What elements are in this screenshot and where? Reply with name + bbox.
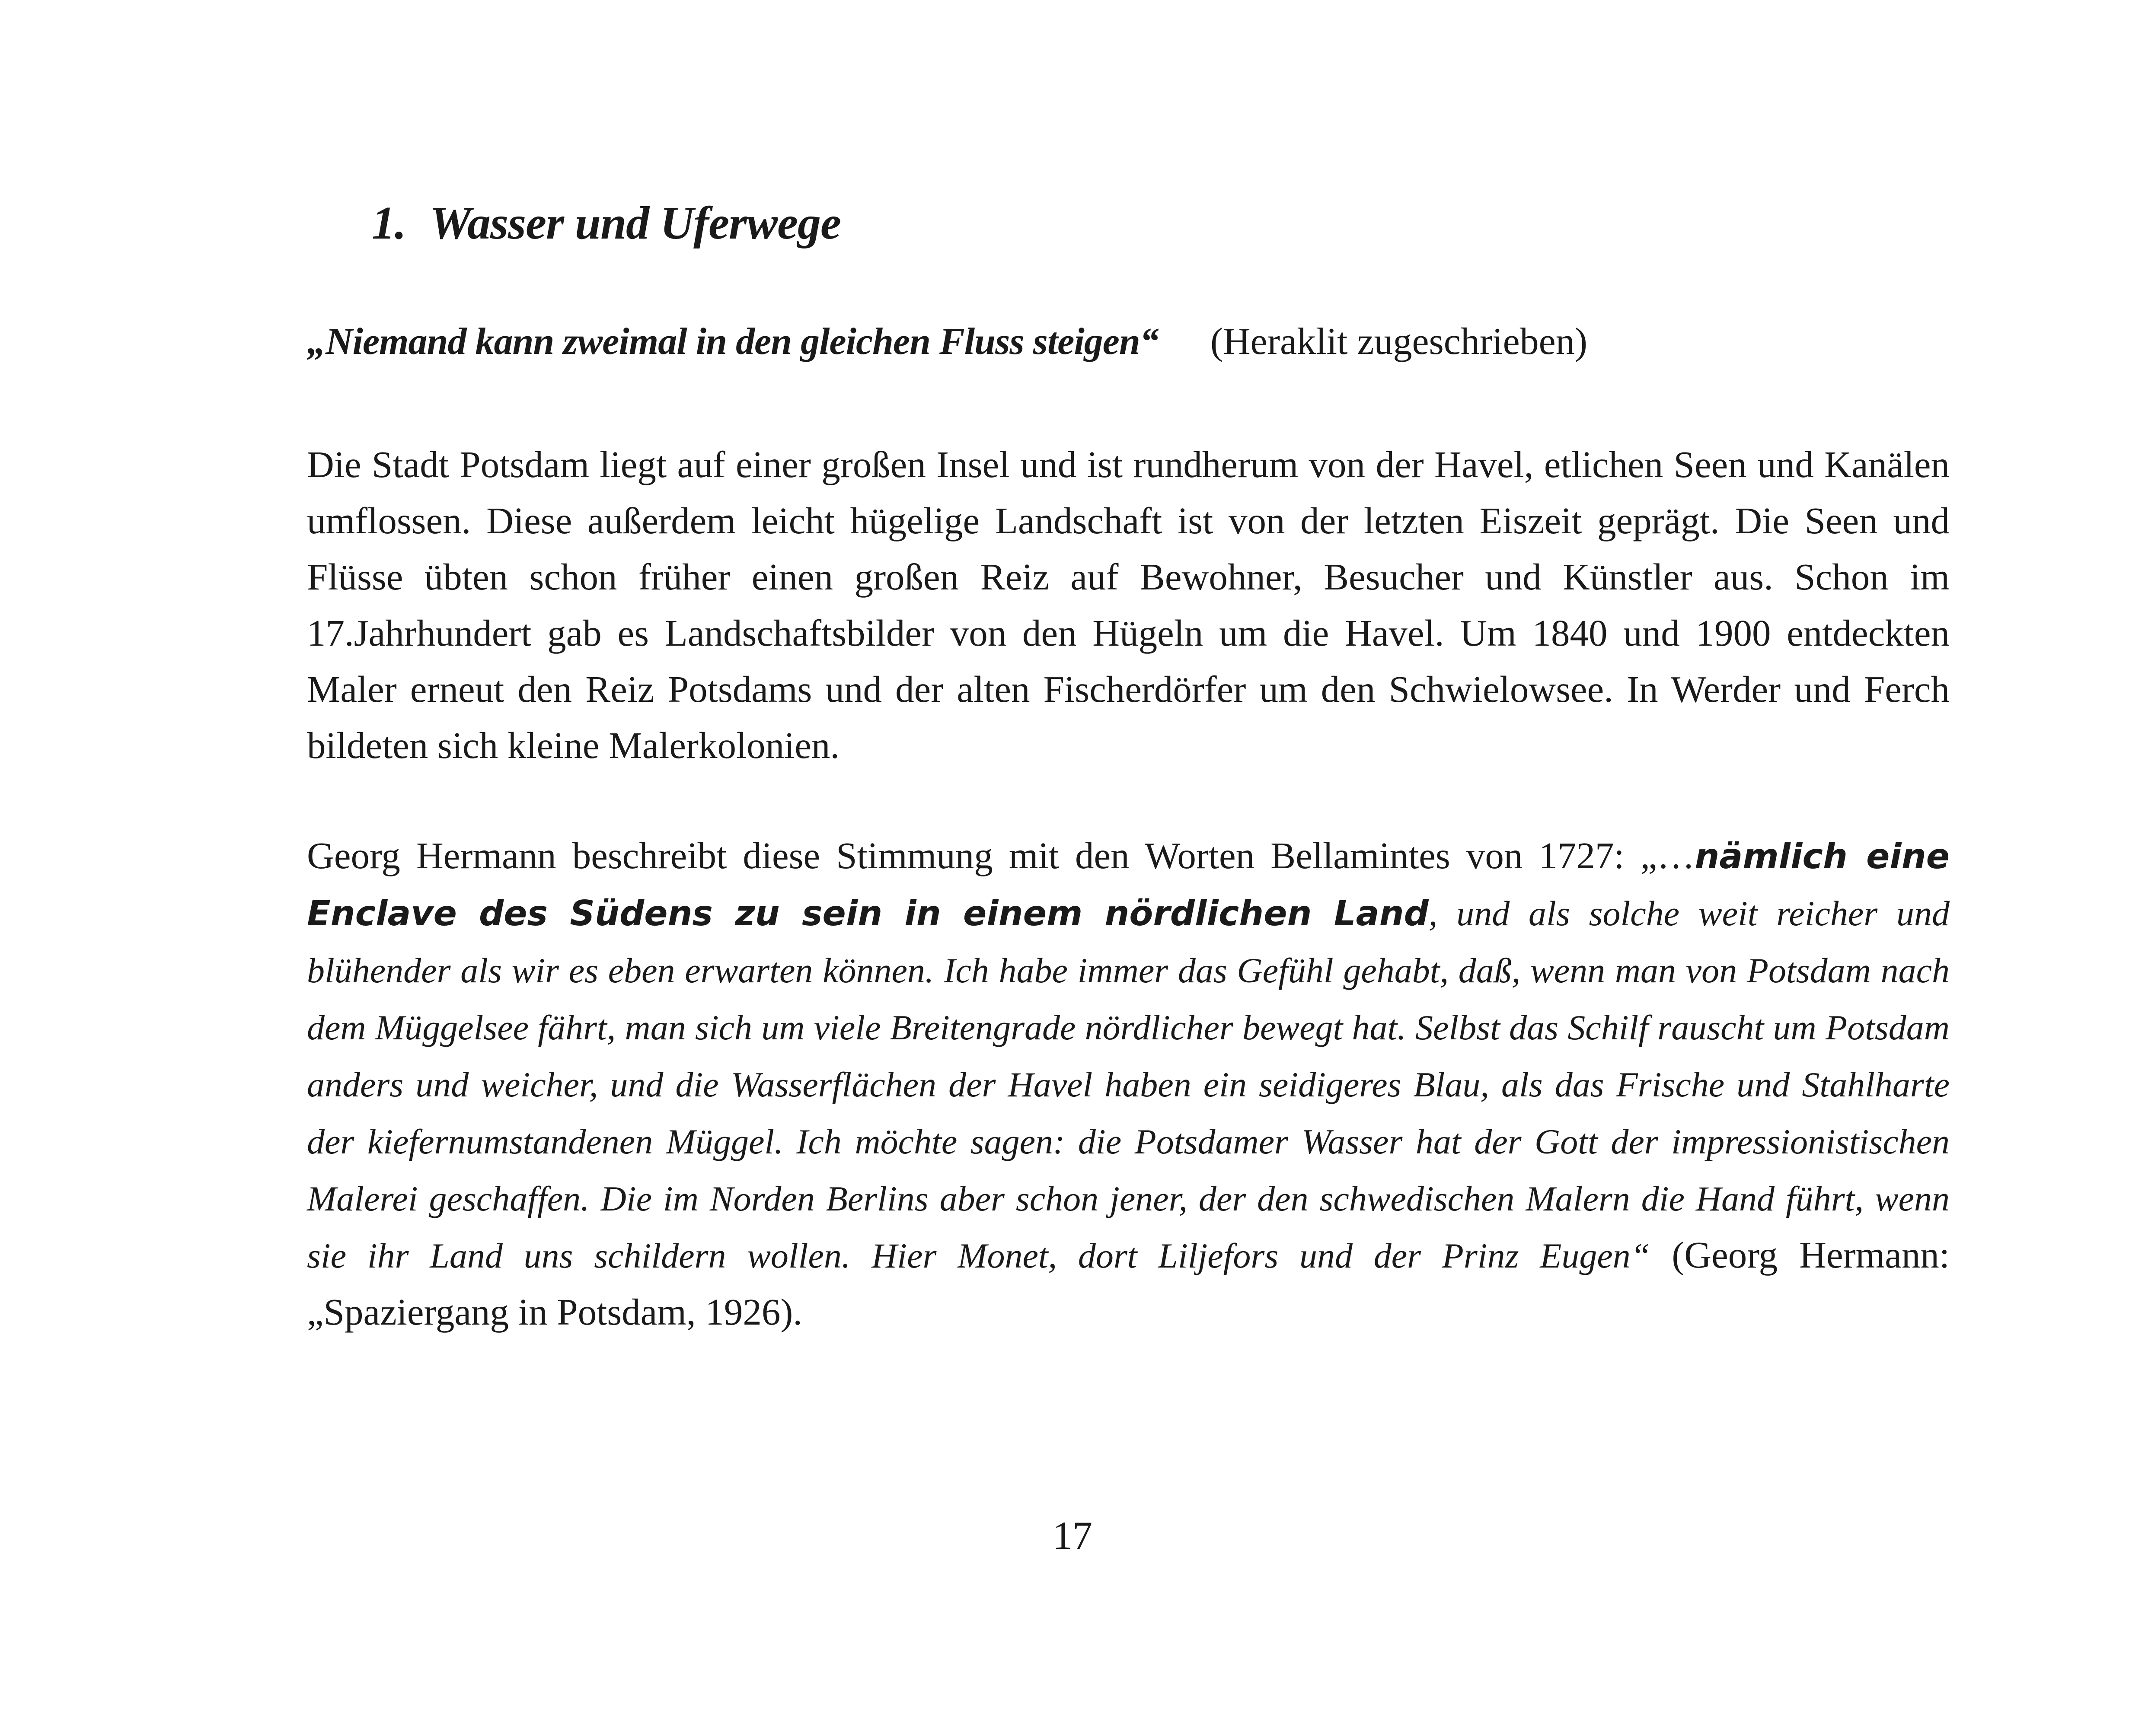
section-title: Wasser und Uferwege <box>430 197 841 249</box>
section-number: 1. <box>372 197 406 249</box>
motto-line <box>307 320 1950 363</box>
quotation-bold: nämlich eine Enclave des Südens zu sein in einem nördlichen Land <box>307 836 1950 933</box>
section-heading <box>372 197 841 250</box>
page-number: 17 <box>1053 1513 1092 1558</box>
quotation-source: (Georg Hermann: „Spaziergang in Potsdam, 1926). <box>307 1234 1950 1333</box>
motto-attribution: (Heraklit zugeschrieben) <box>1210 321 1588 363</box>
paragraph-quotation <box>307 828 1950 1340</box>
motto-quote: „Niemand kann zweimal in den gleichen Fluss steigen“ <box>307 321 1159 363</box>
quotation-intro: Georg Hermann beschreibt diese Stimmung mit den Worten Bellamintes von 1727: „… <box>307 835 1695 876</box>
quotation-italic: , und als solche weit reicher und blühender als wir es eben erwarten können. Ich habe immer das Gefühl gehabt, daß, wenn man von Potsdam nach dem Müggelsee fährt, man sich um viele Breitengrade nördlicher bewegt hat. Selbst das Schilf rauscht um Potsdam anders und weicher, und die Wasserflächen der Havel haben ein seidigeres Blau, als das Frische und Stahlharte der kiefernumstandenen Müggel. Ich möchte sagen: die Potsdamer Wasser hat der Gott der impressionistischen Malerei geschaffen. Die im Norden Berlins aber schon jener, der den schwedischen Malern die Hand führt, wenn sie ihr Land uns schildern wollen. Hier Monet, dort Liljefors und der Prinz Eugen“ <box>307 894 1950 1275</box>
paragraph-intro: Die Stadt Potsdam liegt auf einer großen Insel und ist rundherum von der Havel, etlichen Seen und Kanälen umflossen. Diese außerdem leicht hügelige Landschaft ist von der letzten Eiszeit geprägt. Die Seen und Flüsse übten schon früher einen großen Reiz auf Bewohner, Besucher und Künstler aus. Schon im 17.Jahrhundert gab es Landschaftsbilder von den Hügeln um die Havel. Um 1840 und 1900 entdeckten Maler erneut den Reiz Potsdams und der alten Fischerdörfer um den Schwielowsee. In Werder und Ferch bildeten sich kleine Malerkolonien. <box>307 443 1950 766</box>
